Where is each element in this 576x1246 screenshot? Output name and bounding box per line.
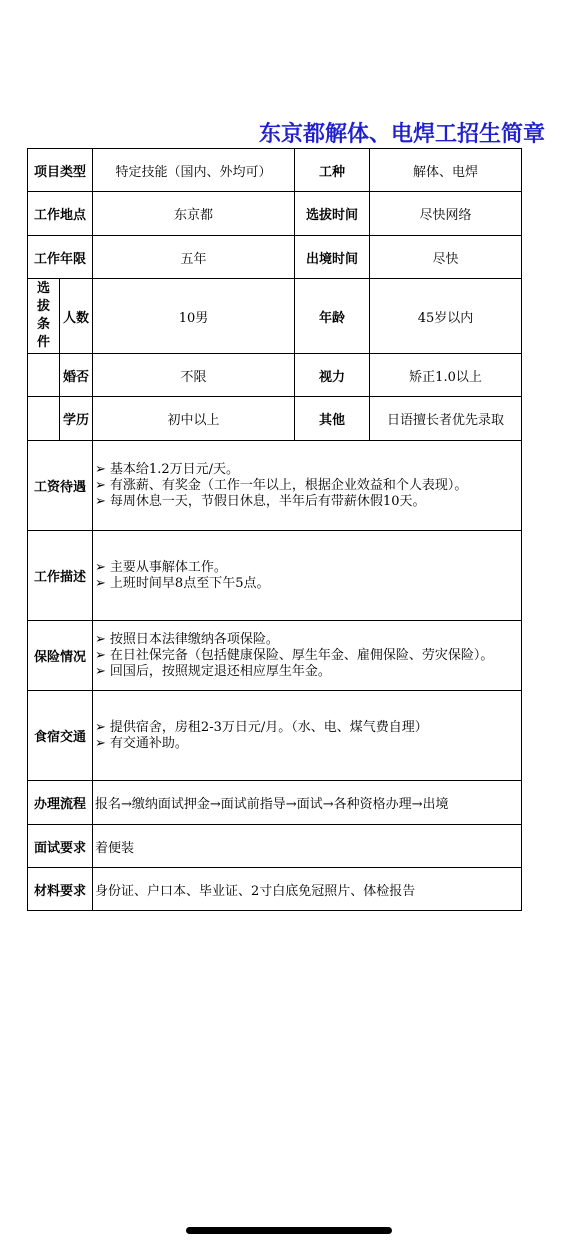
list-item: ➢ 按照日本法律缴纳各项保险。 (95, 631, 279, 647)
list-item: ➢ 在日社保完备（包括健康保险、厚生年金、雇佣保险、劳灾保险）。 (95, 647, 494, 663)
lodging-label: 食宿交通 (28, 691, 93, 781)
selection-spacer (28, 354, 60, 397)
job-type-value: 解体、电焊 (370, 149, 522, 192)
selection-char: 选 (36, 281, 50, 296)
eyesight-label: 视力 (295, 354, 370, 397)
bullet-arrow-icon: ➢ (95, 647, 106, 663)
interview-value: 着便装 (93, 825, 522, 868)
list-item: ➢ 上班时间早8点至下午5点。 (95, 575, 270, 591)
departure-label: 出境时间 (295, 236, 370, 279)
bullet-arrow-icon: ➢ (95, 663, 106, 679)
table-row (28, 192, 522, 236)
headcount-label: 人数 (60, 279, 93, 354)
location-label: 工作地点 (28, 192, 93, 236)
salary-label: 工资待遇 (28, 441, 93, 531)
selection-spacer (28, 397, 60, 441)
marriage-value: 不限 (93, 354, 295, 397)
table-row (28, 868, 522, 911)
selection-time-label: 选拔时间 (295, 192, 370, 236)
bullet-arrow-icon: ➢ (95, 493, 106, 509)
table-row (28, 621, 522, 691)
description-label: 工作描述 (28, 531, 93, 621)
bullet-arrow-icon: ➢ (95, 735, 106, 751)
description-list (93, 531, 522, 621)
table-row (28, 441, 522, 531)
location-value: 东京都 (93, 192, 295, 236)
list-item: ➢ 有交通补助。 (95, 735, 188, 751)
table-row (28, 531, 522, 621)
eyesight-value: 矫正1.0以上 (370, 354, 522, 397)
table-row (28, 397, 522, 441)
list-item: ➢ 回国后，按照规定退还相应厚生年金。 (95, 663, 331, 679)
table-row (28, 781, 522, 825)
bullet-arrow-icon: ➢ (95, 575, 106, 591)
bullet-arrow-icon: ➢ (95, 631, 106, 647)
insurance-label: 保险情况 (28, 621, 93, 691)
bullet-arrow-icon: ➢ (95, 477, 106, 493)
document-title: 东京都解体、电焊工招生简章 (258, 122, 545, 147)
other-label: 其他 (295, 397, 370, 441)
age-label: 年龄 (295, 279, 370, 354)
table-row (28, 691, 522, 781)
selection-time-value: 尽快网络 (370, 192, 522, 236)
departure-value: 尽快 (370, 236, 522, 279)
selection-char: 条 (36, 317, 50, 332)
list-item: ➢ 提供宿舍，房租2-3万日元/月。（水、电、煤气费自理） (95, 719, 428, 735)
project-type-label: 项目类型 (28, 149, 93, 192)
table-row (28, 236, 522, 279)
table-row (28, 825, 522, 868)
home-indicator[interactable] (186, 1227, 392, 1234)
salary-list (93, 441, 522, 531)
years-value: 五年 (93, 236, 295, 279)
materials-label: 材料要求 (28, 868, 93, 911)
project-type-value: 特定技能（国内、外均可） (93, 149, 295, 192)
education-label: 学历 (60, 397, 93, 441)
recruitment-table (27, 148, 522, 911)
lodging-list (93, 691, 522, 781)
table-row (28, 279, 522, 354)
age-value: 45岁以内 (370, 279, 522, 354)
selection-criteria-label (28, 279, 60, 354)
job-type-label: 工种 (295, 149, 370, 192)
list-item: ➢ 有涨薪、有奖金（工作一年以上，根据企业效益和个人表现）。 (95, 477, 468, 493)
interview-label: 面试要求 (28, 825, 93, 868)
headcount-value: 10男 (93, 279, 295, 354)
bullet-arrow-icon: ➢ (95, 719, 106, 735)
table-row (28, 354, 522, 397)
process-value: 报名→缴纳面试押金→面试前指导→面试→各种资格办理→出境 (93, 781, 522, 825)
list-item: ➢ 每周休息一天，节假日休息，半年后有带薪休假10天。 (95, 493, 426, 509)
process-label: 办理流程 (28, 781, 93, 825)
other-value: 日语擅长者优先录取 (370, 397, 522, 441)
list-item: ➢ 主要从事解体工作。 (95, 559, 227, 575)
materials-value: 身份证、户口本、毕业证、2寸白底免冠照片、体检报告 (93, 868, 522, 911)
years-label: 工作年限 (28, 236, 93, 279)
list-item: ➢ 基本给1.2万日元/天。 (95, 461, 239, 477)
bullet-arrow-icon: ➢ (95, 461, 106, 477)
education-value: 初中以上 (93, 397, 295, 441)
table-row (28, 149, 522, 192)
insurance-list (93, 621, 522, 691)
selection-char: 拔 (36, 299, 50, 314)
marriage-label: 婚否 (60, 354, 93, 397)
bullet-arrow-icon: ➢ (95, 559, 106, 575)
selection-char: 件 (36, 335, 50, 350)
